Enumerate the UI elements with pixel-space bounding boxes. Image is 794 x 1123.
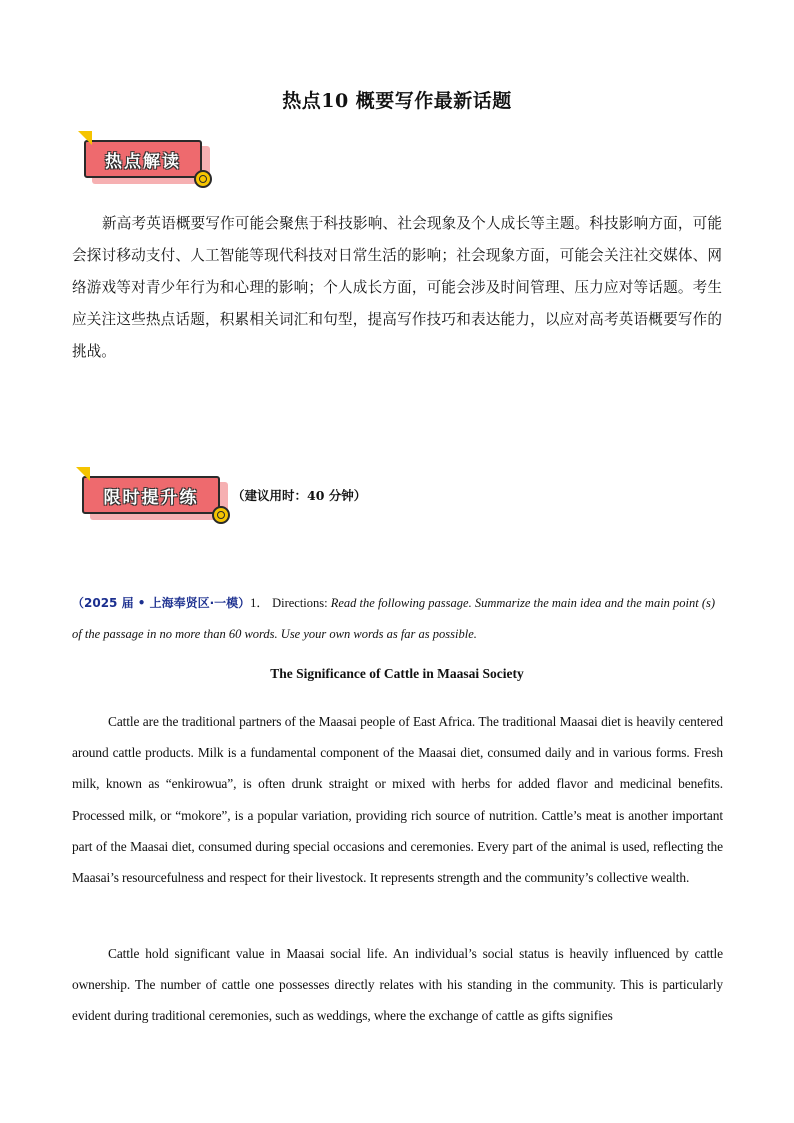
page-title: 热点10 概要写作最新话题 xyxy=(282,90,512,112)
intro-paragraph: 新高考英语概要写作可能会聚焦于科技影响、社会现象及个人成长等主题。科技影响方面，可能会探讨移动支付、人工智能等现代科技对日常生活的影响；社会现象方面，可能会关注社交媒体、网络游戏等对青少年行为和心理的影响；个人成长方面，可能会涉及时间管理、压力应对等话题。考生应关注这些热点话题，积累相关词汇和句型，提高写作技巧和表达能力，以应对高考英语概要写作的挑战。 xyxy=(72,215,722,360)
question-source: （2025 届 • 上海奉贤区·一模） xyxy=(72,596,251,610)
section-banner-practice xyxy=(82,476,220,514)
directions-label: Directions: xyxy=(272,596,331,610)
time-hint: （建议用时：40 分钟） xyxy=(232,488,367,503)
passage-paragraph: Cattle are the traditional partners of the Maasai people of East Africa. The traditional Maasai diet is heavily centered around cattle products. Milk is a fundamental component of the Maasai diet, consumed daily and in various forms. Fresh milk, known as “enkirowua”, is often drunk straight or mixed with herbs for added flavor and medicinal benefits. Processed milk, or “mokore”, is a popular variation, providing rich source of nutrition. Cattle’s meat is another important part of the Maasai diet, consumed during special occasions and ceremonies. Every part of the animal is used, reflecting the Maasai’s resourcefulness and respect for their livestock. It represents strength and the community’s collective wealth. xyxy=(72,714,723,886)
passage-paragraph: Cattle hold significant value in Maasai social life. An individual’s social status is heavily influenced by cattle ownership. The number of cattle one possesses directly relates with his standing in the community. This is particularly evident during traditional ceremonies, such as weddings, where the exchange of cattle as gifts signifies xyxy=(72,946,723,1024)
banner-label: 限时提升练 xyxy=(103,487,199,508)
question-number: 1． xyxy=(250,596,269,610)
section-banner-hot xyxy=(84,140,202,178)
directions-text: Read the following passage. Summarize the main idea and the main point (s) of the passage in no more than 60 words. Use your own words as far as possible. xyxy=(72,596,716,641)
passage-title: The Significance of Cattle in Maasai Society xyxy=(270,666,524,681)
banner-label: 热点解读 xyxy=(105,151,181,172)
ring-icon xyxy=(212,506,230,524)
question-directions xyxy=(72,588,722,650)
ring-icon xyxy=(194,170,212,188)
